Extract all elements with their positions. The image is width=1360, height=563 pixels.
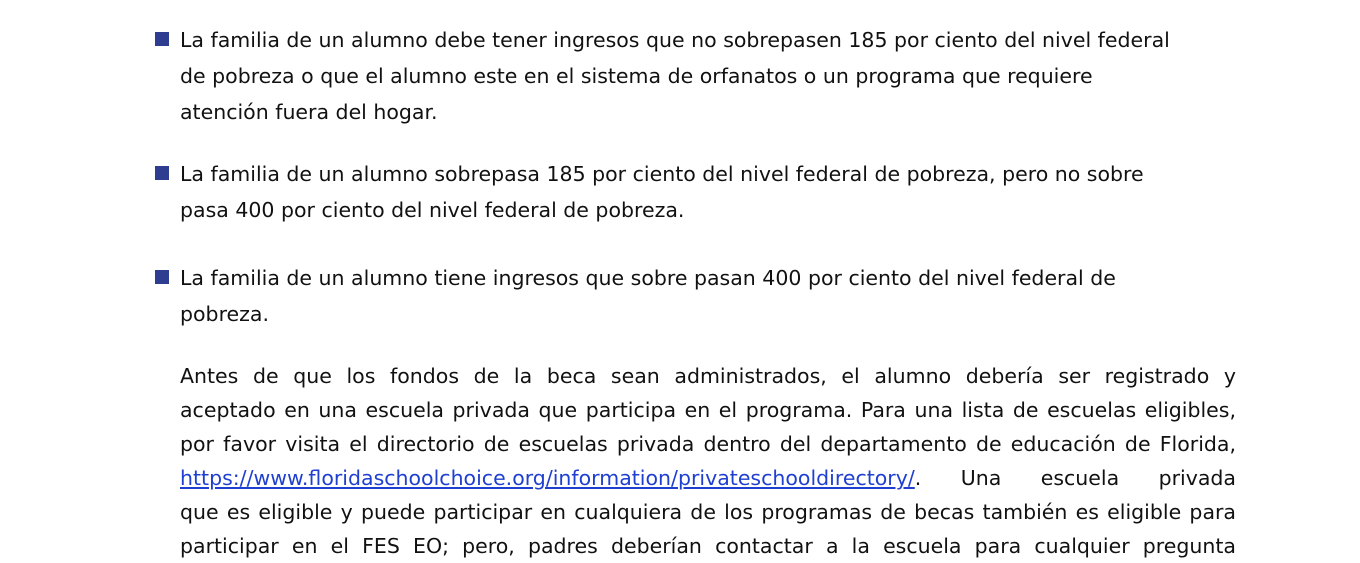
paragraph-line: Antes de que los fondos de la beca sean administrados, el alumno debería ser registrado y bbox=[180, 364, 1236, 388]
bullet-text bbox=[180, 22, 1235, 130]
paragraph-line: participar en el FES EO; pero, padres deberían contactar a la escuela para cualquier pregunta bbox=[180, 534, 1236, 558]
bullet-line: pasa 400 por ciento del nivel federal de pobreza. bbox=[180, 198, 685, 222]
paragraph-line-with-link bbox=[180, 461, 1236, 495]
bullet-item-income-400 bbox=[155, 266, 1235, 332]
bullet-text bbox=[180, 260, 1235, 332]
bullet-square-icon bbox=[155, 270, 169, 284]
paragraph-text: . Una escuela privada bbox=[914, 466, 1236, 490]
private-school-directory-link[interactable]: https://www.floridaschoolchoice.org/information/privateschooldirectory/ bbox=[180, 466, 915, 490]
bullet-line: de pobreza o que el alumno este en el sistema de orfanatos o un programa que requiere bbox=[180, 64, 1093, 88]
paragraph-line: aceptado en una escuela privada que participa en el programa. Para una lista de escuelas eligibles, bbox=[180, 398, 1236, 422]
bullet-square-icon bbox=[155, 166, 169, 180]
bullet-line: La familia de un alumno tiene ingresos que sobre pasan 400 por ciento del nivel federal de bbox=[180, 266, 1116, 290]
bullet-line: La familia de un alumno sobrepasa 185 por ciento del nivel federal de pobreza, pero no sobre bbox=[180, 162, 1144, 186]
body-paragraph bbox=[180, 359, 1236, 563]
bullet-item-income-185 bbox=[155, 28, 1235, 130]
paragraph-line: por favor visita el directorio de escuelas privada dentro del departamento de educación de Florida, bbox=[180, 432, 1236, 456]
bullet-line: La familia de un alumno debe tener ingresos que no sobrepasen 185 por ciento del nivel federal bbox=[180, 28, 1170, 52]
paragraph-line: que es eligible y puede participar en cualquiera de los programas de becas también es eligible para bbox=[180, 500, 1236, 524]
bullet-square-icon bbox=[155, 32, 169, 46]
bullet-item-income-185-400 bbox=[155, 162, 1235, 228]
bullet-line: pobreza. bbox=[180, 302, 269, 326]
bullet-line: atención fuera del hogar. bbox=[180, 100, 438, 124]
bullet-text bbox=[180, 156, 1235, 228]
